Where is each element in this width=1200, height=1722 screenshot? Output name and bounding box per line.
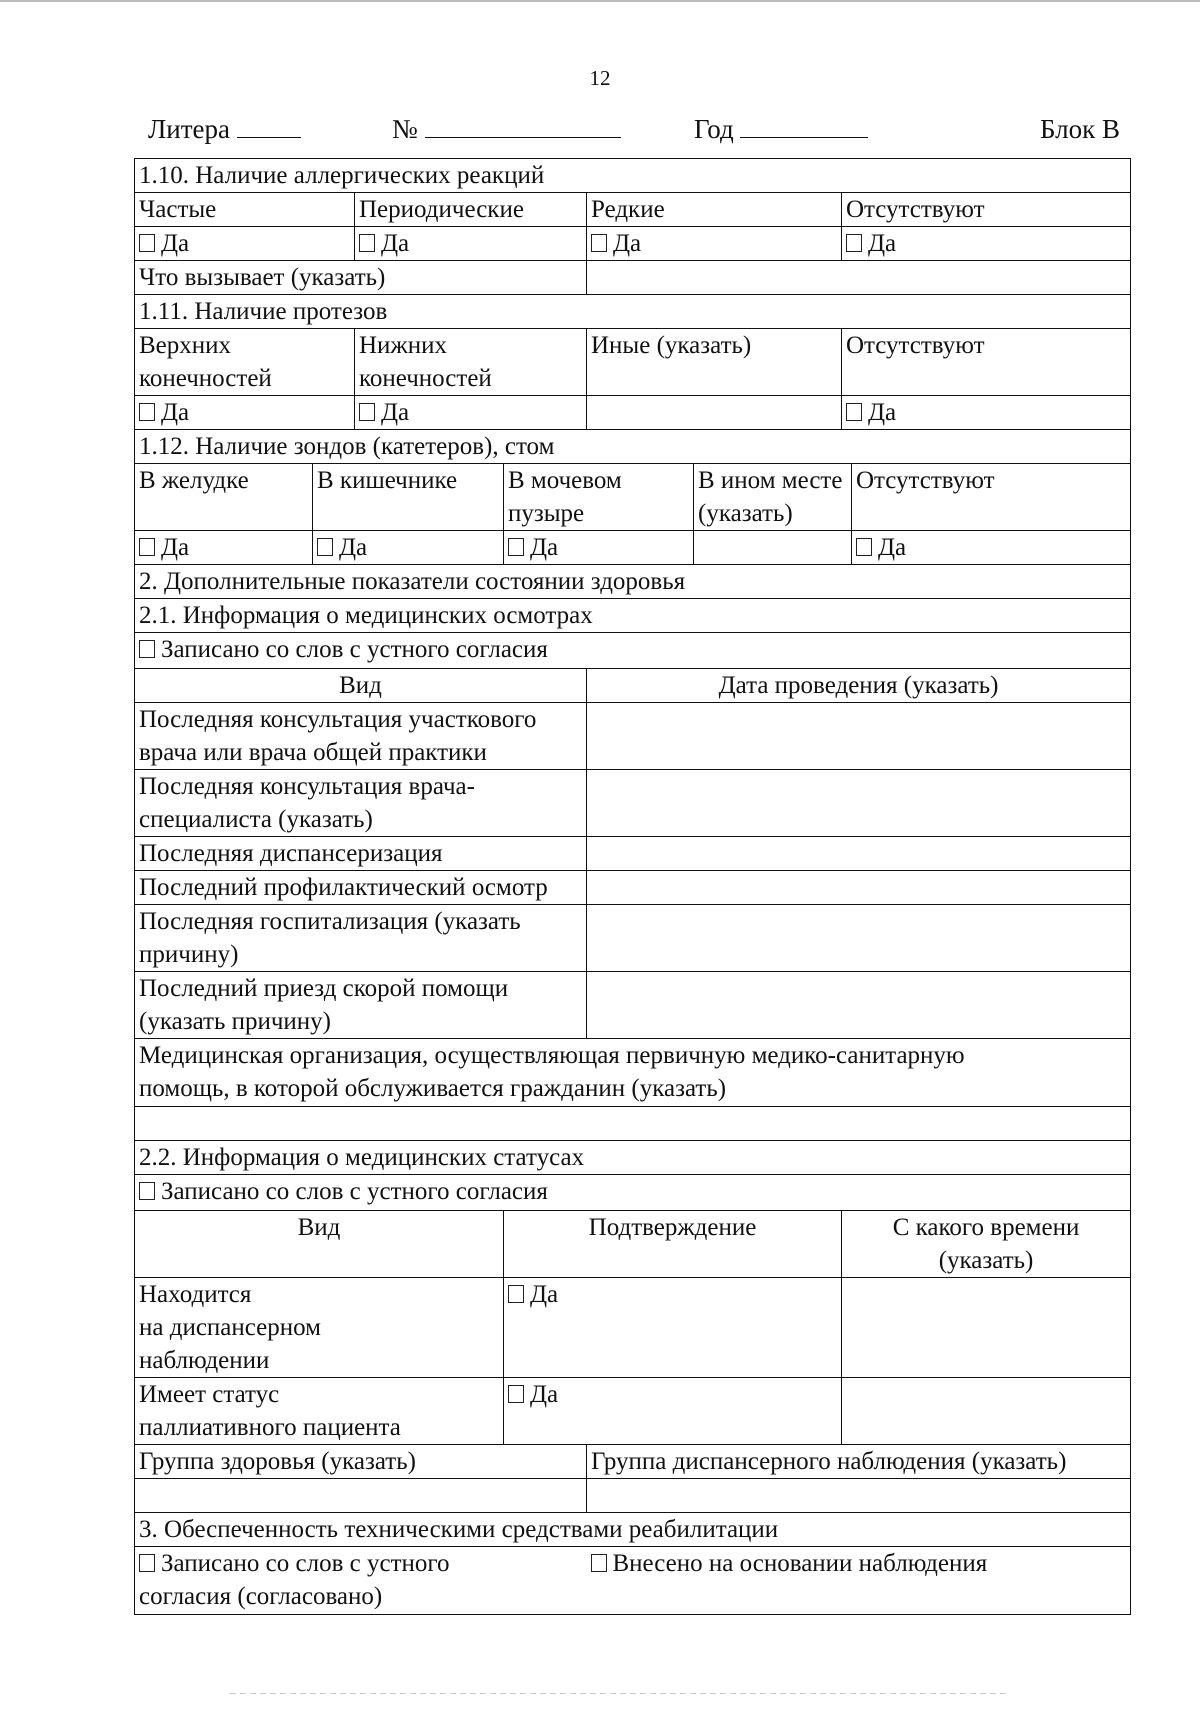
yes-label: Да: [161, 230, 190, 257]
header-litera-label: Литера: [148, 114, 231, 144]
catheter-absent-label: Отсутствуют: [852, 464, 1131, 531]
allergy-periodic-yes[interactable]: [355, 227, 587, 261]
checkbox-icon[interactable]: [846, 234, 862, 252]
rehab-observed-option[interactable]: [587, 1547, 1131, 1615]
header-year: [694, 114, 868, 145]
prosthesis-absent-yes[interactable]: [842, 396, 1131, 430]
allergy-absent-label: Отсутствуют: [842, 193, 1131, 227]
year-field[interactable]: [740, 115, 868, 138]
allergy-cause-label: Что вызывает (указать): [135, 261, 587, 295]
assessment-form: [134, 158, 1131, 1615]
prosthesis-lower-label: Нижних конечностей: [355, 329, 587, 396]
medical-organization-field[interactable]: [135, 1107, 1131, 1141]
catheter-bladder-yes[interactable]: [504, 531, 694, 565]
allergy-absent-yes[interactable]: [842, 227, 1131, 261]
allergy-frequent-label: Частые: [135, 193, 355, 227]
header-number: [392, 114, 621, 145]
yes-label: Да: [613, 230, 642, 257]
catheter-intestine-yes[interactable]: [313, 531, 504, 565]
medical-organization-label: Медицинская организация, осуществляющая первичную медико-санитарную помощь, в которой обслуживается гражданин (указать): [135, 1039, 1131, 1107]
section-2-1-title: 2.1. Информация о медицинских осмотрах: [135, 599, 1131, 633]
allergy-periodic-label: Периодические: [355, 193, 587, 227]
yes-label: Да: [381, 230, 410, 257]
prosthesis-upper-yes[interactable]: [135, 396, 355, 430]
status-palliative-yes[interactable]: [504, 1378, 842, 1445]
exam-row-label: Последняя консультация участкового врача или врача общей практики: [135, 703, 587, 770]
exam-date-field[interactable]: [587, 972, 1131, 1039]
yes-label: Да: [530, 1281, 559, 1308]
rehab-observed-label: Внесено на основании наблюдения: [612, 1550, 988, 1577]
exam-row-label: Последний профилактический осмотр: [135, 871, 587, 905]
checkbox-icon[interactable]: [359, 403, 375, 421]
checkbox-icon[interactable]: [139, 403, 155, 421]
prosthesis-lower-yes[interactable]: [355, 396, 587, 430]
section-2-2-title: 2.2. Информация о медицинских статусах: [135, 1141, 1131, 1175]
yes-label: Да: [339, 534, 368, 561]
checkbox-icon[interactable]: [139, 640, 155, 658]
statuses-consent-option[interactable]: [135, 1175, 1131, 1211]
checkbox-icon[interactable]: [139, 1554, 155, 1572]
checkbox-icon[interactable]: [139, 234, 155, 252]
page-number: 12: [589, 66, 611, 90]
health-group-label: Группа здоровья (указать): [135, 1445, 587, 1479]
status-palliative-label: Имеет статус паллиативного пациента: [135, 1378, 504, 1445]
prosthesis-upper-label: Верхних конечностей: [135, 329, 355, 396]
checkbox-icon[interactable]: [508, 1285, 524, 1303]
yes-label: Да: [161, 399, 190, 426]
status-dispensary-yes[interactable]: [504, 1278, 842, 1378]
exams-col-date: Дата проведения (указать): [587, 669, 1131, 703]
statuses-col-kind: Вид: [135, 1211, 504, 1278]
yes-label: Да: [868, 399, 897, 426]
yes-label: Да: [878, 534, 907, 561]
checkbox-icon[interactable]: [139, 538, 155, 556]
checkbox-icon[interactable]: [508, 538, 524, 556]
checkbox-icon[interactable]: [846, 403, 862, 421]
yes-label: Да: [530, 1381, 559, 1408]
exam-row-label: Последний приезд скорой помощи (указать причину): [135, 972, 587, 1039]
catheter-stomach-yes[interactable]: [135, 531, 313, 565]
section-2-title: 2. Дополнительные показатели состоянии здоровья: [135, 565, 1131, 599]
checkbox-icon[interactable]: [359, 234, 375, 252]
litera-field[interactable]: [237, 115, 301, 138]
yes-label: Да: [530, 534, 559, 561]
rehab-consent-label: Записано со слов с устного: [161, 1550, 450, 1577]
checkbox-icon[interactable]: [591, 234, 607, 252]
yes-label: Да: [161, 534, 190, 561]
catheter-bladder-label: В мочевом пузыре: [504, 464, 694, 531]
section-1-11-title: 1.11. Наличие протезов: [135, 295, 1131, 329]
number-field[interactable]: [425, 115, 621, 138]
exam-row-label: Последняя диспансеризация: [135, 837, 587, 871]
prosthesis-other-label: Иные (указать): [587, 329, 842, 396]
exam-row-label: Последняя консультация врача- специалиста (указать): [135, 770, 587, 837]
catheter-absent-yes[interactable]: [852, 531, 1131, 565]
checkbox-icon[interactable]: [139, 1182, 155, 1200]
prosthesis-other-field[interactable]: [587, 396, 842, 430]
dispensary-group-field[interactable]: [587, 1479, 1131, 1513]
health-group-field[interactable]: [135, 1479, 587, 1513]
status-dispensary-label: Находится на диспансерном наблюдении: [135, 1278, 504, 1378]
allergy-rare-label: Редкие: [587, 193, 842, 227]
scan-edge-bottom: [230, 1693, 1010, 1694]
status-palliative-since-field[interactable]: [842, 1378, 1131, 1445]
exam-date-field[interactable]: [587, 770, 1131, 837]
prosthesis-absent-label: Отсутствуют: [842, 329, 1131, 396]
exam-date-field[interactable]: [587, 703, 1131, 770]
consent-label: Записано со слов с устного согласия: [161, 1178, 548, 1205]
catheter-other-label: В ином месте (указать): [694, 464, 852, 531]
checkbox-icon[interactable]: [591, 1554, 607, 1572]
checkbox-icon[interactable]: [856, 538, 872, 556]
scan-edge-top: [0, 0, 1200, 2]
dispensary-group-label: Группа диспансерного наблюдения (указать): [587, 1445, 1131, 1479]
consent-label: Записано со слов с устного согласия: [161, 636, 548, 663]
exams-col-kind: Вид: [135, 669, 587, 703]
yes-label: Да: [381, 399, 410, 426]
statuses-col-since: С какого времени (указать): [842, 1211, 1131, 1278]
yes-label: Да: [868, 230, 897, 257]
exam-date-field[interactable]: [587, 871, 1131, 905]
allergy-frequent-yes[interactable]: [135, 227, 355, 261]
checkbox-icon[interactable]: [508, 1385, 524, 1403]
allergy-cause-field[interactable]: [587, 261, 1131, 295]
catheter-intestine-label: В кишечнике: [313, 464, 504, 531]
header-year-label: Год: [694, 114, 734, 144]
rehab-consent-label-line2: согласия (согласовано): [139, 1583, 383, 1610]
statuses-col-confirm: Подтверждение: [504, 1211, 842, 1278]
rehab-consent-option[interactable]: [135, 1547, 587, 1615]
header-block: Блок В: [1040, 114, 1120, 144]
exam-date-field[interactable]: [587, 837, 1131, 871]
exam-date-field[interactable]: [587, 905, 1131, 972]
exam-row-label: Последняя госпитализация (указать причину): [135, 905, 587, 972]
status-dispensary-since-field[interactable]: [842, 1278, 1131, 1378]
section-1-12-title: 1.12. Наличие зондов (катетеров), стом: [135, 430, 1131, 464]
section-1-10-title: 1.10. Наличие аллергических реакций: [135, 159, 1131, 193]
section-3-title: 3. Обеспеченность техническими средствами реабилитации: [135, 1513, 1131, 1547]
catheter-other-field[interactable]: [694, 531, 852, 565]
header-litera: [148, 114, 301, 145]
checkbox-icon[interactable]: [317, 538, 333, 556]
catheter-stomach-label: В желудке: [135, 464, 313, 531]
allergy-rare-yes[interactable]: [587, 227, 842, 261]
exams-consent-option[interactable]: [135, 633, 1131, 669]
header-number-label: №: [392, 114, 418, 144]
